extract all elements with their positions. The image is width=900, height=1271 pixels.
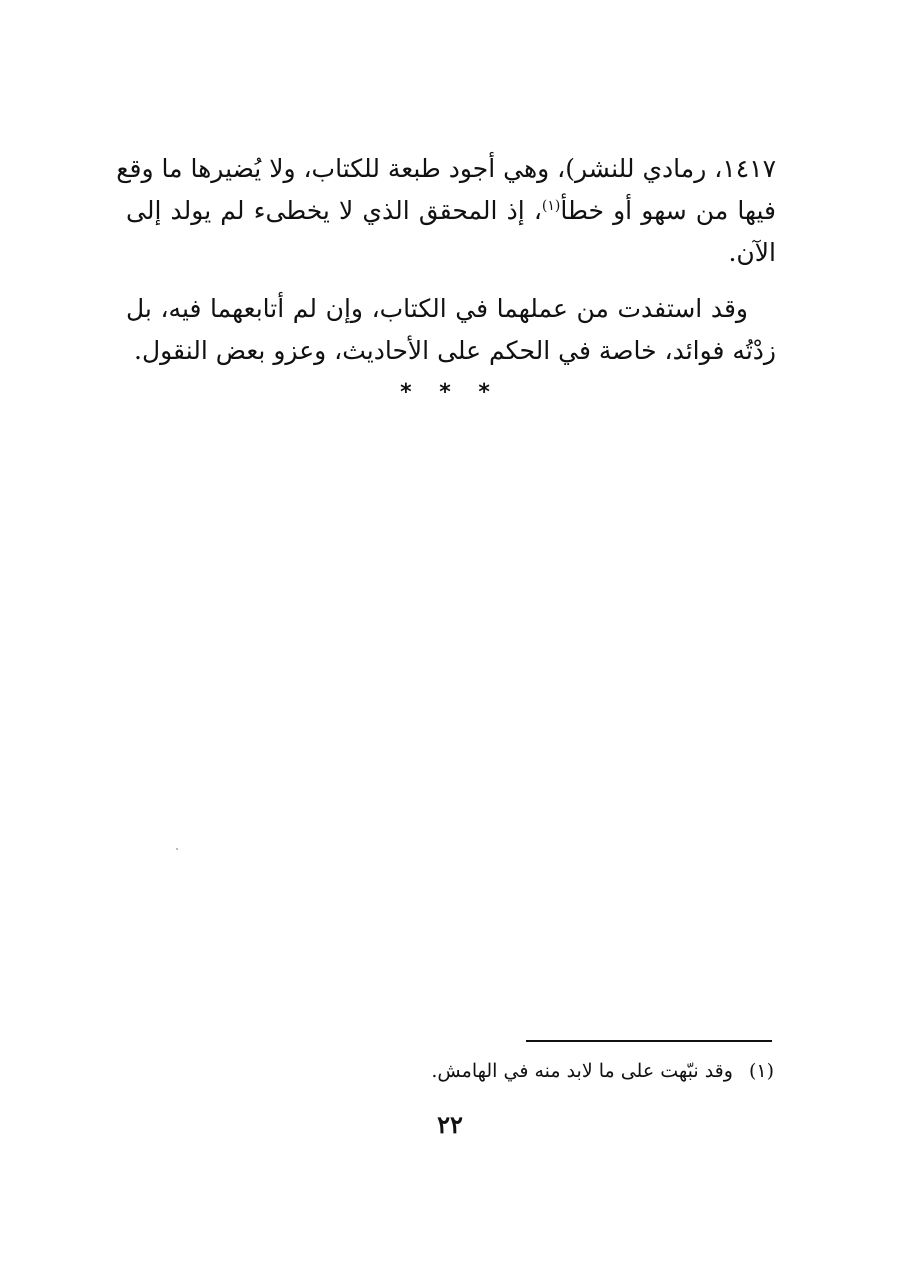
paragraph-1-line-2-end: ، إذ المحقق الذي لا يخطىء لم يولد إلى	[126, 196, 542, 225]
paragraph-2-line-2: زدْتُه فوائد، خاصة في الحكم على الأحاديث، وعزو بعض النقول.	[134, 336, 776, 365]
main-text	[116, 148, 776, 372]
paragraph-1-line-1: ١٤١٧، رمادي للنشر)، وهي أجود طبعة للكتاب، ولا يُضيرها ما وقع	[116, 154, 776, 183]
paragraph-1-line-3: الآن.	[728, 238, 776, 267]
footnote-text: وقد نبّهت على ما لابد منه في الهامش.	[431, 1060, 733, 1082]
paragraph-2-line-1	[126, 288, 776, 330]
paragraph-2	[126, 288, 776, 372]
footnote-reference-marker: (١)	[541, 198, 561, 214]
paragraph-1-line-2-start: فيها من سهو أو خطأ	[560, 196, 776, 225]
footnote	[431, 1057, 774, 1085]
paragraph-1-line-2	[126, 190, 776, 232]
page-number: ٢٢	[437, 1110, 463, 1139]
scan-speck	[176, 848, 178, 850]
footnote-marker: (١)	[748, 1060, 774, 1082]
section-separator: * * *	[400, 380, 500, 405]
footnote-divider	[526, 1040, 772, 1042]
paragraph-2-line-1-text: وقد استفدت من عملهما في الكتاب، وإن لم أتابعهما فيه، بل	[126, 294, 748, 323]
